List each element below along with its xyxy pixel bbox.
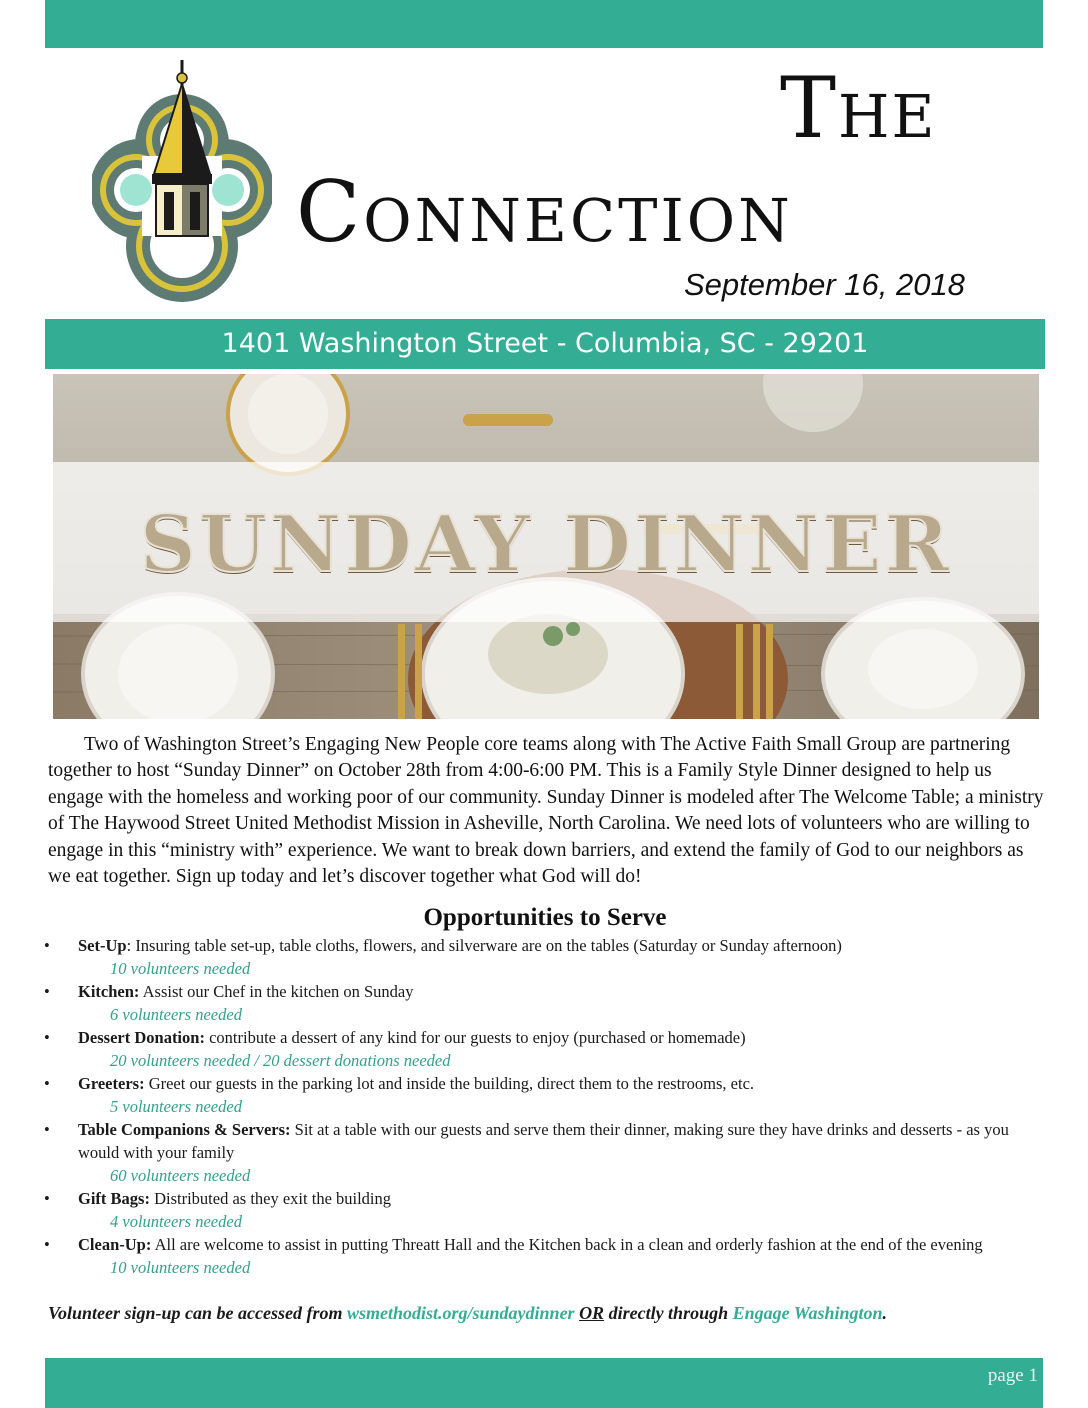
opportunity-description: Distributed as they exit the building xyxy=(154,1189,392,1208)
volunteers-needed: 4 volunteers needed xyxy=(110,1212,242,1231)
opportunity-description: Sit at a table with our guests and serve them their dinner, making sure they have drinks and desserts - as you would with your family xyxy=(78,1120,1009,1162)
opportunities-heading: Opportunities to Serve xyxy=(423,904,667,931)
sundaydinner-link[interactable]: wsmethodist.org/sundaydinner xyxy=(347,1303,575,1323)
list-item xyxy=(44,1187,1054,1233)
page-number: page 1 xyxy=(987,1365,1038,1386)
signup-middle: directly through xyxy=(604,1303,733,1323)
bullet: • xyxy=(44,1074,50,1093)
bullet: • xyxy=(44,1189,50,1208)
sunday-dinner-banner xyxy=(53,374,1039,719)
opportunities-list xyxy=(44,934,1054,1279)
newsletter-title-line1: The xyxy=(780,59,937,157)
volunteers-needed: 5 volunteers needed xyxy=(110,1097,242,1116)
opportunity-role: Clean-Up: xyxy=(78,1235,152,1254)
bullet: • xyxy=(44,982,50,1001)
opportunity-role: Dessert Donation: xyxy=(78,1028,205,1047)
list-item xyxy=(44,980,1054,1026)
address-bar xyxy=(45,319,1045,369)
opportunity-description: contribute a dessert of any kind for our guests to enjoy (purchased or homemade) xyxy=(209,1028,746,1047)
signup-prefix: Volunteer sign-up can be accessed from xyxy=(48,1303,347,1323)
intro-paragraph: Two of Washington Street’s Engaging New People core teams along with The Active Faith Small Group are partnering together to host “Sunday Dinner” on October 28th from 4:00-6:00 PM. This is a Family Style Dinner designed to help us engage with the homeless and working poor of our community. Sunday Dinner is modeled after The Welcome Table; a ministry of The Haywood Street United Methodist Mission in Asheville, North Carolina. We need lots of volunteers who are willing to engage in this “ministry with” experience. We want to break down barriers, and extend the family of God to our neighbors as we eat together. Sign up today and let’s discover together what God will do! xyxy=(48,734,1044,888)
signup-or: OR xyxy=(579,1303,605,1323)
list-item xyxy=(44,1233,1054,1279)
opportunity-description: Assist our Chef in the kitchen on Sunday xyxy=(142,982,414,1001)
banner-title: SUNDAY DINNER xyxy=(139,499,953,590)
opportunity-role: Set-Up xyxy=(78,936,127,955)
volunteers-needed: 60 volunteers needed xyxy=(110,1166,251,1185)
list-item xyxy=(44,1118,1054,1187)
opportunity-description: Greet our guests in the parking lot and inside the building, direct them to the restrooms, etc. xyxy=(148,1074,755,1093)
volunteers-needed: 20 volunteers needed / 20 dessert donations needed xyxy=(110,1051,451,1070)
volunteers-needed: 6 volunteers needed xyxy=(110,1005,242,1024)
list-item xyxy=(44,1026,1054,1072)
bullet: • xyxy=(44,1028,50,1047)
opportunity-role: Kitchen: xyxy=(78,982,140,1001)
opportunity-role: Table Companions & Servers: xyxy=(78,1120,291,1139)
issue-date: September 16, 2018 xyxy=(684,267,965,302)
steeple-quatrefoil-logo xyxy=(92,56,272,318)
newsletter-title-line2: Connection xyxy=(296,163,793,261)
bottom-accent-bar xyxy=(45,1358,1043,1408)
list-item xyxy=(44,934,1054,980)
bullet: • xyxy=(44,1120,50,1139)
top-accent-bar xyxy=(45,0,1043,48)
engage-washington-link[interactable]: Engage Washington xyxy=(732,1303,883,1323)
opportunity-description: All are welcome to assist in putting Threatt Hall and the Kitchen back in a clean and orderly fashion at the end of the evening xyxy=(154,1235,983,1254)
church-address: 1401 Washington Street - Columbia, SC - 29201 xyxy=(221,328,869,359)
volunteers-needed: 10 volunteers needed xyxy=(110,959,251,978)
bullet: • xyxy=(44,1235,50,1254)
list-item xyxy=(44,1072,1054,1118)
opportunity-role: Gift Bags: xyxy=(78,1189,150,1208)
role-separator: : xyxy=(126,936,136,955)
bullet: • xyxy=(44,936,50,955)
signup-suffix: . xyxy=(882,1303,887,1323)
opportunity-description: Insuring table set-up, table cloths, flowers, and silverware are on the tables (Saturday or Sunday afternoon) xyxy=(135,936,842,955)
volunteers-needed: 10 volunteers needed xyxy=(110,1258,251,1277)
opportunity-role: Greeters: xyxy=(78,1074,145,1093)
signup-note xyxy=(48,1298,1048,1328)
